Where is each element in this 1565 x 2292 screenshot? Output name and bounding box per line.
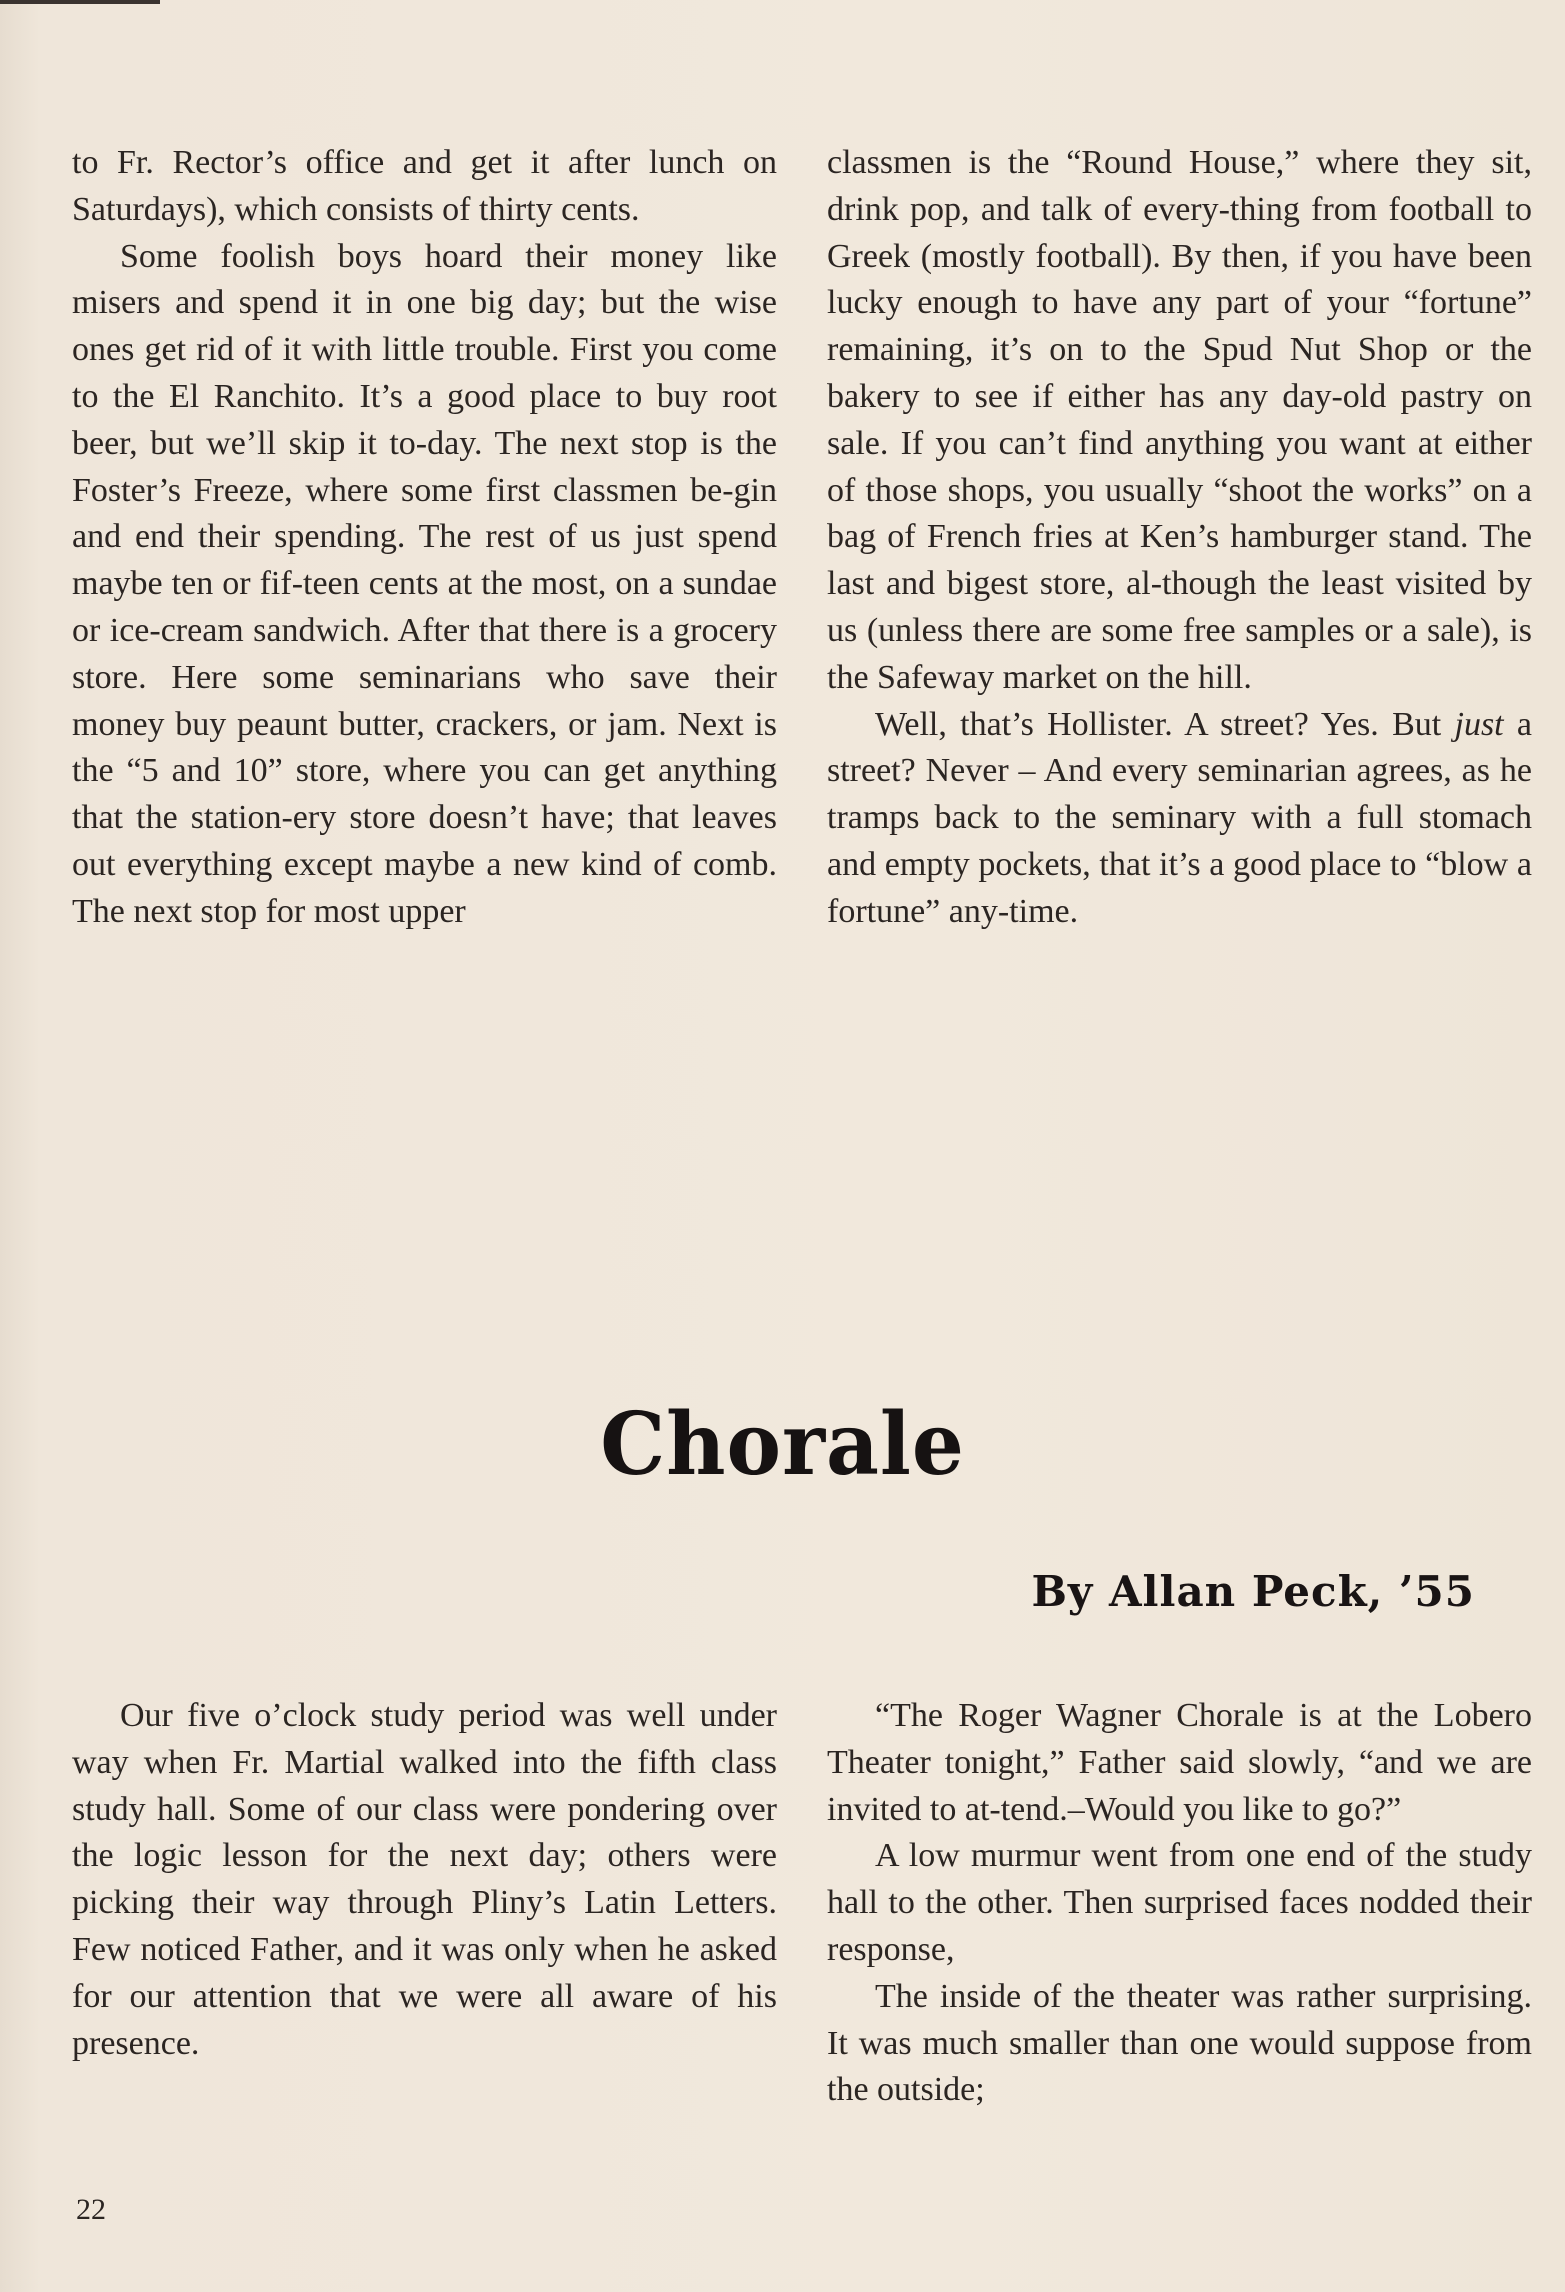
bottom-left-column [72,1693,777,2067]
page-number: 22 [76,2193,106,2226]
top-right-column [827,140,1532,936]
paragraph: The inside of the theater was rather surprising. It was much smaller than one would suppose from the outside; [827,1977,1532,2109]
paragraph: “The Roger Wagner Chorale is at the Lobero Theater tonight,” Father said slowly, “and we are invited to at-tend.–Would you like to go?” [827,1697,1532,1828]
text-run: a street? Never – And every seminarian agrees, as he tramps back to the seminary with a full stomach and empty pockets, that it’s a good place to “blow a fortune” any-time. [827,705,1533,930]
paragraph: to Fr. Rector’s office and get it after lunch on Saturdays), which consists of thirty cents. [72,144,777,228]
text-run: Well, that’s Hollister. A street? Yes. But [875,705,1455,743]
paragraph: Some foolish boys hoard their money like misers and spend it in one big day; but the wise ones get rid of it with little trouble. First you come to the El Ranchito. It’s a good place to buy root beer, but we’ll skip it to-day. The next stop is the Foster’s Freeze, where some first classmen be-gin and end their spending. The rest of us just spend maybe ten or fif-teen cents at the most, on a sundae or ice-cream sandwich. After that there is a grocery store. Here some seminarians who save their money buy peaunt butter, crackers, or jam. Next is the “5 and 10” store, where you can get anything that the station-ery store doesn’t have; that leaves out everything except maybe a new kind of comb. The next stop for most upper [72,237,777,930]
paragraph: classmen is the “Round House,” where they sit, drink pop, and talk of every-thing from football to Greek (mostly football). By then, if you have been lucky enough to have any part of your “fortune” remaining, it’s on to the Spud Nut Shop or the bakery to see if either has any day-old pastry on sale. If you can’t find anything you want at either of those shops, you usually “shoot the works” on a bag of French fries at Ken’s hamburger stand. The last and bigest store, al-though the least visited by us (unless there are some free samples or a sale), is the Safeway market on the hill. [827,144,1532,696]
paragraph-closing [827,702,1532,936]
bottom-right-column [827,1693,1532,2114]
top-rule [0,0,160,4]
top-left-column [72,140,777,936]
paragraph: A low murmur went from one end of the study hall to the other. Then surprised faces nodded their response, [827,1837,1532,1968]
italic-word: just [1454,705,1504,743]
article-title: Chorale [600,1394,965,1495]
byline: By Allan Peck, ’55 [1031,1567,1475,1616]
paragraph: Our five o’clock study period was well under way when Fr. Martial walked into the fifth class study hall. Some of our class were pondering over the logic lesson for the next day; others were picking their way through Pliny’s Latin Letters. Few noticed Father, and it was only when he asked for our attention that we were all aware of his presence. [72,1697,777,2062]
